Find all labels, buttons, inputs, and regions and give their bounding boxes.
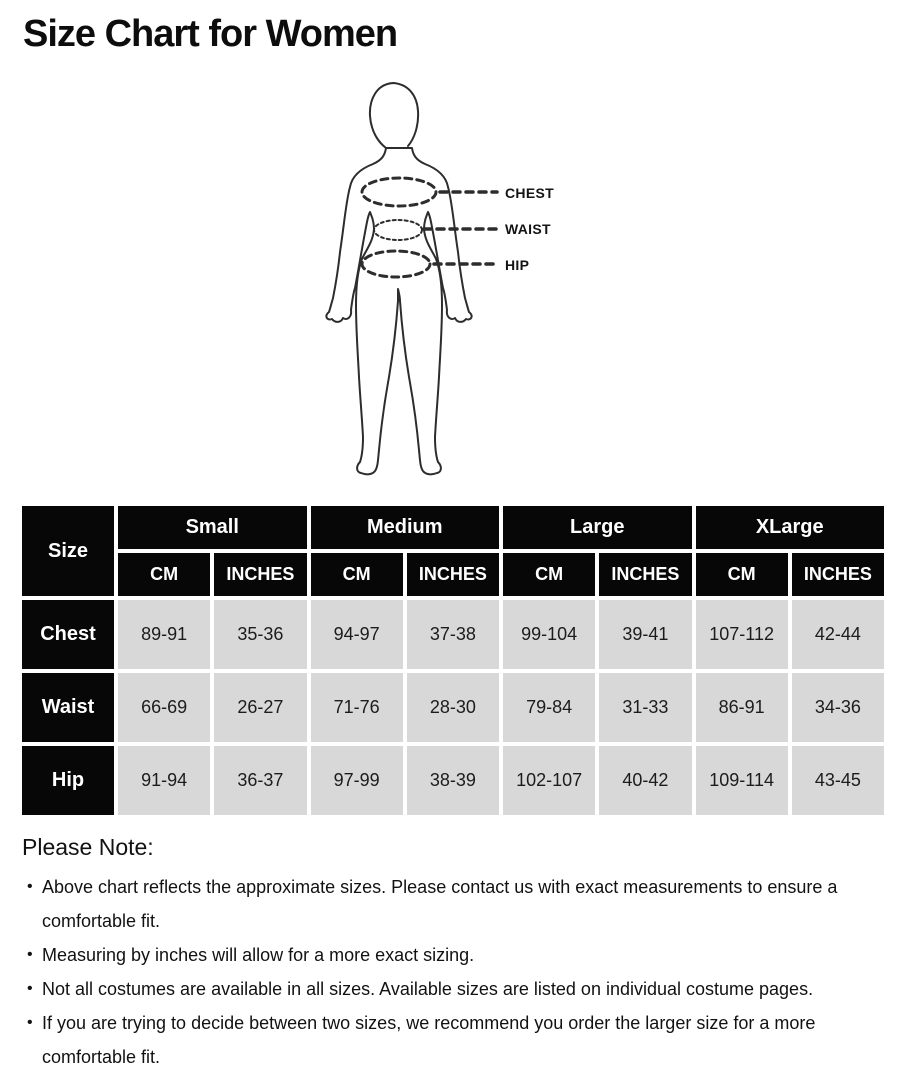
page-title: Size Chart for Women: [23, 13, 398, 55]
size-group-large: Large: [503, 506, 692, 549]
hip-label: HIP: [505, 257, 530, 273]
bullet-marker: •: [27, 1014, 33, 1031]
note-text: Measuring by inches will allow for a more exact sizing.: [42, 945, 475, 965]
measurement-figure: [0, 0, 905, 500]
hip-large-inches: 40-42: [599, 746, 691, 815]
note-list: [22, 870, 882, 1074]
unit-header-inches-small: INCHES: [214, 553, 306, 596]
waist-small-inches: 26-27: [214, 673, 306, 742]
waist-medium-inches: 28-30: [407, 673, 499, 742]
chest-label: CHEST: [505, 185, 554, 201]
hip-medium-cm: 97-99: [311, 746, 403, 815]
row-label-waist: Waist: [22, 673, 114, 742]
unit-header-cm-large: CM: [503, 553, 595, 596]
waist-small-cm: 66-69: [118, 673, 210, 742]
waist-medium-cm: 71-76: [311, 673, 403, 742]
chest-xlarge-inches: 42-44: [792, 600, 884, 669]
table-row-chest: [22, 600, 884, 669]
row-label-hip: Hip: [22, 746, 114, 815]
note-item: [22, 1006, 878, 1074]
size-group-small: Small: [118, 506, 307, 549]
note-text: Above chart reflects the approximate sizes. Please contact us with exact measurements to ensure a comfortable fit.: [42, 877, 838, 931]
hip-measure-ellipse: [362, 251, 430, 277]
chest-measure-ellipse: [362, 178, 436, 206]
chest-small-cm: 89-91: [118, 600, 210, 669]
waist-xlarge-inches: 34-36: [792, 673, 884, 742]
bullet-marker: •: [27, 878, 33, 895]
bullet-marker: •: [27, 946, 33, 963]
chest-large-inches: 39-41: [599, 600, 691, 669]
note-text: Not all costumes are available in all sizes. Available sizes are listed on individual costume pages.: [42, 979, 814, 999]
body-outline-figure: [300, 78, 652, 488]
hip-small-inches: 36-37: [214, 746, 306, 815]
note-item: [22, 972, 878, 1006]
hip-xlarge-inches: 43-45: [792, 746, 884, 815]
body-outline: [326, 148, 471, 474]
unit-header-cm-medium: CM: [311, 553, 403, 596]
size-group-xlarge: XLarge: [696, 506, 885, 549]
note-text: If you are trying to decide between two sizes, we recommend you order the larger size for a more comfortable fit.: [42, 1013, 816, 1067]
notes-heading: Please Note:: [22, 834, 154, 860]
unit-header-inches-large: INCHES: [599, 553, 691, 596]
chest-small-inches: 35-36: [214, 600, 306, 669]
size-table: [18, 502, 888, 819]
size-corner-header: Size: [22, 506, 114, 596]
chest-medium-inches: 37-38: [407, 600, 499, 669]
unit-header-inches-xlarge: INCHES: [792, 553, 884, 596]
chest-medium-cm: 94-97: [311, 600, 403, 669]
bullet-marker: •: [27, 980, 33, 997]
hip-medium-inches: 38-39: [407, 746, 499, 815]
waist-large-cm: 79-84: [503, 673, 595, 742]
hip-large-cm: 102-107: [503, 746, 595, 815]
unit-header-inches-medium: INCHES: [407, 553, 499, 596]
note-item: [22, 938, 878, 972]
chest-large-cm: 99-104: [503, 600, 595, 669]
waist-xlarge-cm: 86-91: [696, 673, 788, 742]
size-group-medium: Medium: [311, 506, 500, 549]
waist-large-inches: 31-33: [599, 673, 691, 742]
head-outline: [370, 83, 418, 148]
table-row-hip: [22, 746, 884, 815]
table-row-waist: [22, 673, 884, 742]
note-item: [22, 870, 878, 938]
hip-small-cm: 91-94: [118, 746, 210, 815]
waist-measure-ellipse: [374, 220, 422, 240]
unit-header-cm-xlarge: CM: [696, 553, 788, 596]
size-group-header-row: [22, 506, 884, 549]
waist-label: WAIST: [505, 221, 551, 237]
notes-section: [22, 833, 882, 1074]
row-label-chest: Chest: [22, 600, 114, 669]
unit-header-row: [22, 553, 884, 596]
unit-header-cm-small: CM: [118, 553, 210, 596]
chest-xlarge-cm: 107-112: [696, 600, 788, 669]
hip-xlarge-cm: 109-114: [696, 746, 788, 815]
